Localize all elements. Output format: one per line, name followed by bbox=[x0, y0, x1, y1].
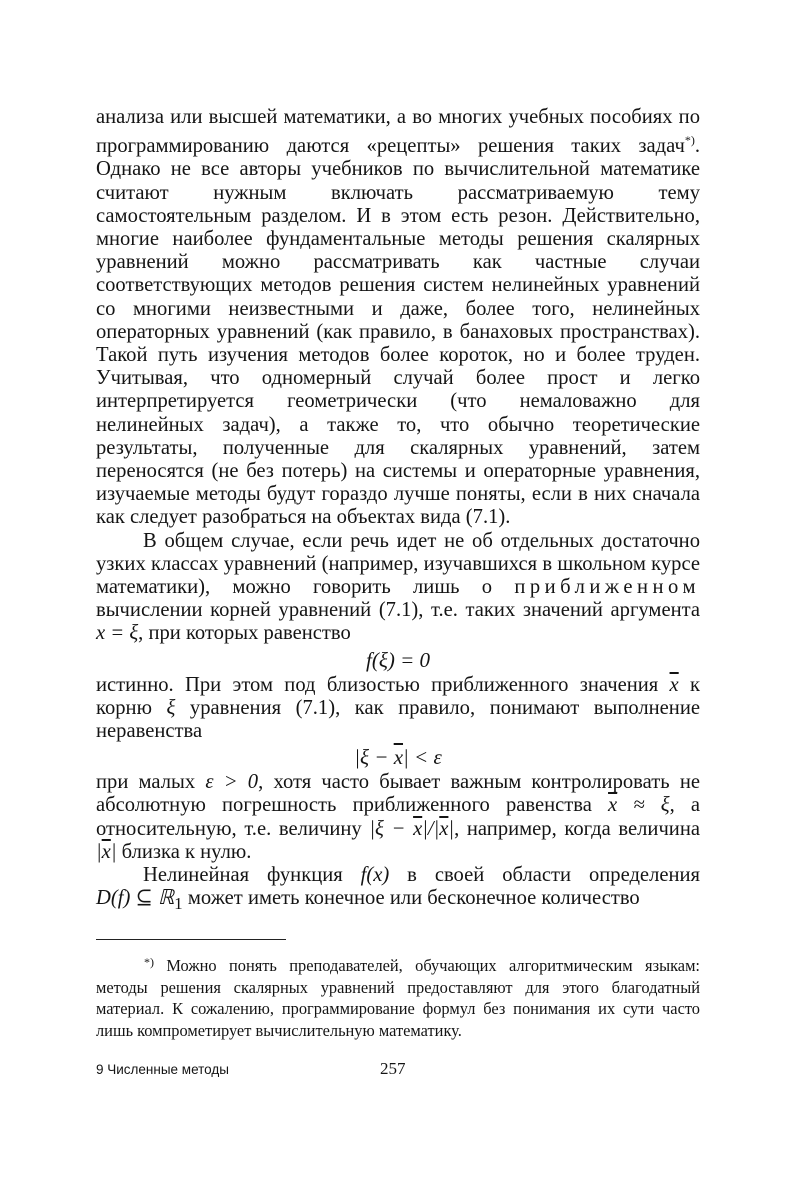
paragraph-5-text-c: может иметь конечное или бесконечное количество bbox=[182, 887, 640, 910]
math-domain bbox=[96, 887, 183, 914]
abs-right: | bbox=[110, 840, 117, 863]
paragraph-5-text-b: в своей области определения bbox=[389, 864, 701, 887]
paragraph-4-text-d: , например, когда величина bbox=[454, 817, 700, 840]
paragraph-5-text-a: Нелинейная функция bbox=[143, 864, 361, 887]
rel-x-bar-2: $\overline{x}$ bbox=[439, 817, 449, 840]
paragraph-3 bbox=[96, 674, 700, 744]
footnote-text: Можно понять преподавателей, обучающих алгоритмическим языкам: методы решения скалярных уравнений предоставляют для этого благодатный материал. К сожалению, программирование формул без понимания их сути часто лишь компрометирует вычислительную математику. bbox=[96, 956, 700, 1040]
rel-x-bar: $\overline{x}$ bbox=[413, 817, 423, 840]
paragraph-2-text-c: , при которых равенство bbox=[138, 622, 351, 645]
math-approx-x-bar: $\overline{x}$ bbox=[608, 794, 618, 817]
formula-inequality bbox=[96, 744, 700, 771]
math-approx-xi: ≈ ξ bbox=[617, 794, 670, 817]
rel-mid: |/| bbox=[422, 817, 440, 840]
footnote-mark: *) bbox=[144, 955, 154, 969]
paragraph-1-text-b: . Однако не все авторы учебников по вычислительной математике считают нужным включать рассматриваемую тему самостоятельным разделом. И в этом есть резон. Действительно, многие наиболее фундаментальные методы решения скалярных уравнений можно рассматривать как частные случаи соответствующих методов решения систем нелинейных уравнений со многими неизвестными и даже, более того, нелинейных операторных уравнений (как правило, в банаховых пространствах). Такой путь изучения методов более короток, но и более труден. Учитывая, что одномерный случай более прост и легко интерпретируется геометрически (что немаловажно для нелинейных задач), а также то, что обычно теоретические результаты, полученные для скалярных уравнений, затем переносятся (не без потерь) на системы и операторные уравнения, изучаемые методы будут гораздо лучше поняты, если в них сначала как следует разобраться на объектах вида (7.1). bbox=[96, 135, 700, 529]
domain-text: D(f) ⊆ ℝ bbox=[96, 887, 175, 910]
main-text bbox=[96, 106, 700, 916]
paragraph-3-text-b: к корню bbox=[96, 673, 701, 719]
paragraph-2 bbox=[96, 530, 700, 646]
paragraph-1-text-a: анализа или высшей математики, а во многих учебных пособиях по программированию даются «рецепты» решения таких задач bbox=[96, 106, 700, 158]
paragraph-4-text-a: при малых bbox=[96, 771, 206, 794]
footnote-divider bbox=[96, 939, 286, 940]
math-xi: ξ bbox=[166, 696, 176, 719]
paragraph-4-text-e: близка к нулю. bbox=[116, 840, 252, 863]
footnote-reference: *) bbox=[684, 133, 695, 148]
paragraph-3-text-a: истинно. При этом под близостью приближенного значения bbox=[96, 673, 670, 696]
abs-left: | bbox=[96, 840, 102, 863]
paragraph-4 bbox=[96, 771, 700, 864]
formula-f-xi-zero: f(ξ) = 0 bbox=[366, 647, 430, 672]
math-f-of-x: f(x) bbox=[360, 864, 390, 887]
domain-subscript: 1 bbox=[174, 894, 183, 914]
inequality-x-bar: $\overline{x}$ bbox=[393, 745, 404, 770]
footer-section-label: 9 Численные методы bbox=[96, 1062, 229, 1077]
paragraph-4-text-c: , а относительную, т.е. величину bbox=[96, 794, 700, 840]
paragraph-4-text-b: , хотя часто бывает важным контролировать не абсолютную погрешность приближенного равенства bbox=[96, 771, 700, 817]
paragraph-2-text-b: вычислении корней уравнений (7.1), т.е. таких значений аргумента bbox=[96, 599, 700, 622]
math-epsilon: ε > 0 bbox=[205, 771, 259, 794]
math-x-bar: $\overline{x}$ bbox=[669, 673, 679, 696]
emphasized-word: приближенном bbox=[514, 576, 700, 599]
inequality-right: | < ε bbox=[403, 745, 442, 770]
footnote bbox=[96, 952, 700, 1041]
math-abs-x-bar bbox=[96, 841, 116, 863]
paragraph-5 bbox=[96, 864, 700, 916]
math-relative-error bbox=[369, 818, 454, 840]
math-x-equals-xi: x = ξ bbox=[96, 622, 139, 645]
rel-left: |ξ − bbox=[369, 817, 414, 840]
paragraph-2-text-a: В общем случае, если речь идет не об отдельных достаточно узких классах уравнений (например, изучавшихся в школьном курсе математики), можно говорить лишь о bbox=[96, 529, 700, 599]
inequality-left: |ξ − bbox=[354, 745, 394, 770]
paragraph-3-text-c: уравнения (7.1), как правило, понимают выполнение неравенства bbox=[96, 696, 700, 743]
abs-x-bar: $\overline{x}$ bbox=[101, 840, 111, 863]
rel-right: | bbox=[448, 817, 455, 840]
paragraph-1 bbox=[96, 106, 700, 530]
page-number: 257 bbox=[380, 1059, 406, 1078]
